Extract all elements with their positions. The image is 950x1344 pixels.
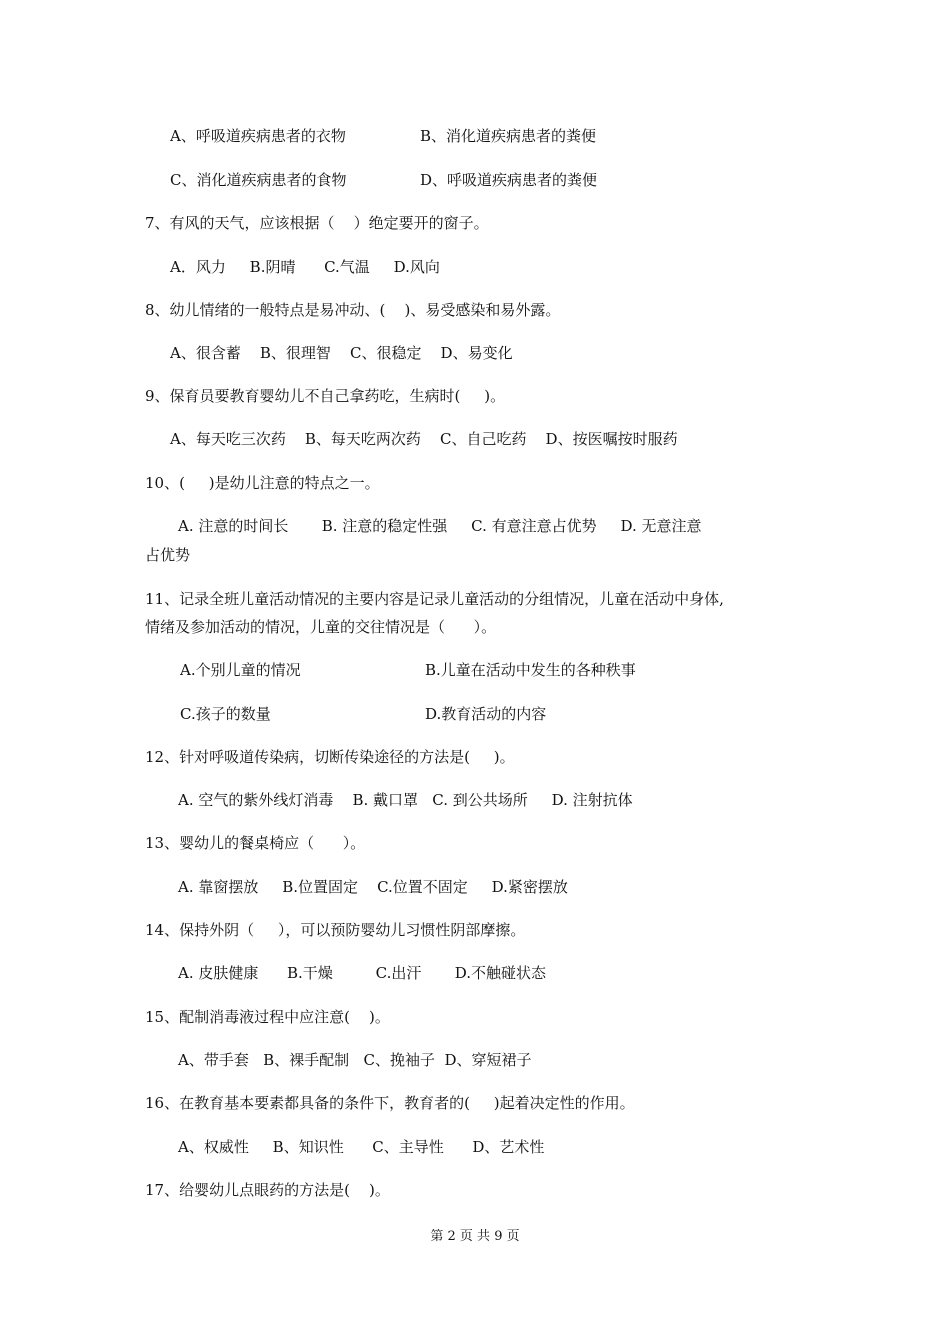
options-q13: A. 靠窗摆放 B.位置固定 C.位置不固定 D.紧密摆放 [178,878,568,896]
question-14: 14、保持外阴（ ），可以预防婴幼儿习惯性阴部摩擦。 [145,921,526,939]
option-d-q11: D.教育活动的内容 [425,705,547,723]
question-11-continued: 情绪及参加活动的情况，儿童的交往情况是（ ）。 [145,618,497,636]
question-7: 7、有风的天气，应该根据（ ）绝定要开的窗子。 [145,214,489,232]
options-q7: A．风力 B.阴晴 C.气温 D.风向 [170,258,440,276]
question-16: 16、在教育基本要素都具备的条件下，教育者的( )起着决定性的作用。 [145,1094,635,1112]
question-17: 17、给婴幼儿点眼药的方法是( )。 [145,1181,390,1199]
options-q12: A. 空气的紫外线灯消毒 B. 戴口罩 C. 到公共场所 D. 注射抗体 [178,791,633,809]
options-q16: A、权威性 B、知识性 C、主导性 D、艺术性 [178,1138,545,1156]
option-b-q6: B、消化道疾病患者的粪便 [420,127,597,145]
options-q10-continued: 占优势 [145,546,191,564]
options-q8: A、很含蓄 B、很理智 C、很稳定 D、易变化 [170,344,513,362]
option-a-q6: A、呼吸道疾病患者的衣物 [170,127,346,145]
question-15: 15、配制消毒液过程中应注意( )。 [145,1008,390,1026]
option-d-q6: D、呼吸道疾病患者的粪便 [420,171,598,189]
question-12: 12、针对呼吸道传染病，切断传染途径的方法是( )。 [145,748,515,766]
options-q14: A. 皮肤健康 B.干燥 C.出汗 D.不触碰状态 [178,964,547,982]
options-q15: A、带手套 B、裸手配制 C、挽袖子 D、穿短裙子 [178,1051,532,1069]
question-9: 9、保育员要教育婴幼儿不自己拿药吃，生病时( )。 [145,387,506,405]
question-10: 10、( )是幼儿注意的特点之一。 [145,474,380,492]
option-c-q6: C、消化道疾病患者的食物 [170,171,347,189]
question-13: 13、婴幼儿的餐桌椅应（ ）。 [145,834,366,852]
options-q10: A. 注意的时间长 B. 注意的稳定性强 C. 有意注意占优势 D. 无意注意 [178,517,702,535]
options-q9: A、每天吃三次药 B、每天吃两次药 C、自己吃药 D、按医嘱按时服药 [170,430,678,448]
question-11: 11、记录全班儿童活动情况的主要内容是记录儿童活动的分组情况，儿童在活动中身体, [145,590,724,608]
option-c-q11: C.孩子的数量 [180,705,271,723]
option-a-q11: A.个别儿童的情况 [180,661,301,679]
question-8: 8、幼儿情绪的一般特点是易冲动、( )、易受感染和易外露。 [145,301,561,319]
page-indicator: 第 2 页 共 9 页 [430,1229,520,1244]
option-b-q11: B.儿童在活动中发生的各种秩事 [425,661,636,679]
